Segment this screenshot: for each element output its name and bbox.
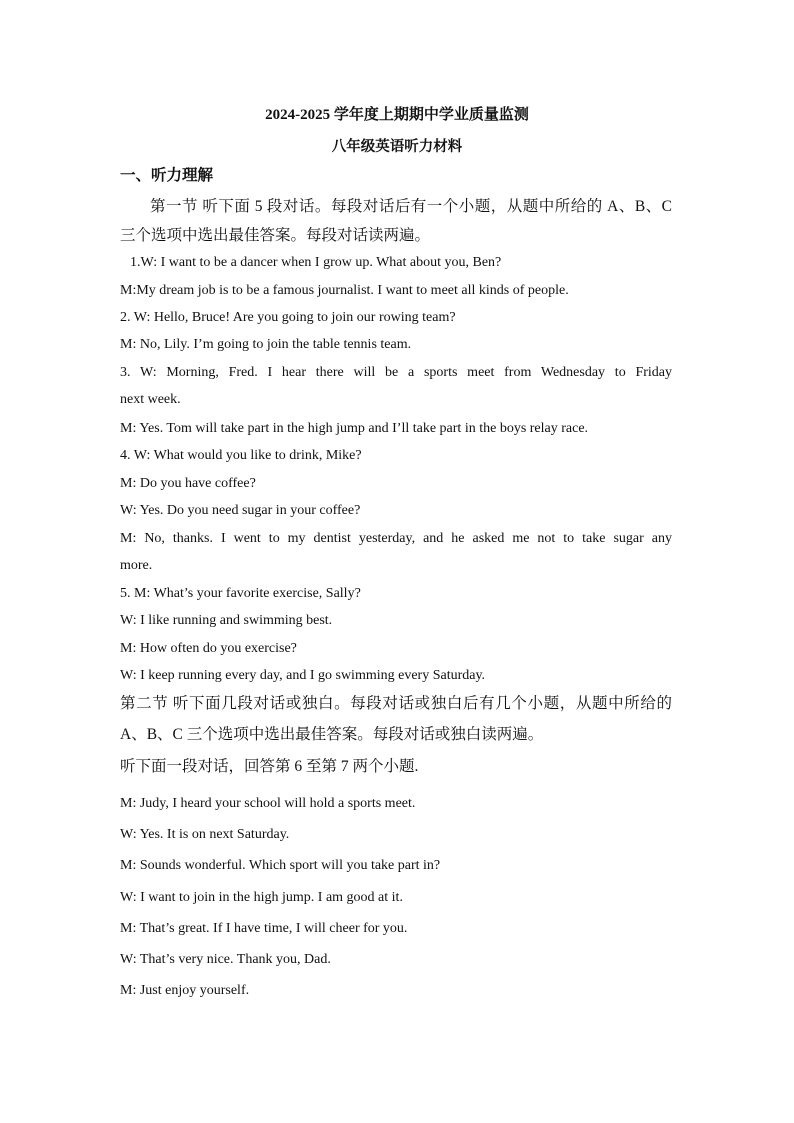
- dialogue-line: 1.W: I want to be a dancer when I grow up. What about you, Ben?: [130, 255, 502, 270]
- part2-instructions-line2: A、B、C 三个选项中选出最佳答案。每段对话或独白读两遍。: [120, 726, 544, 743]
- dialogue-line: W: I want to join in the high jump. I am good at it.: [120, 890, 403, 905]
- dialogue-line: W: I keep running every day, and I go swimming every Saturday.: [120, 668, 486, 683]
- dialogue-line: W: I like running and swimming best.: [120, 613, 333, 628]
- dialogue-line: 4. W: What would you like to drink, Mike?: [120, 448, 362, 463]
- dialogue-line: 5. M: What’s your favorite exercise, Sally?: [120, 586, 361, 601]
- dialogue-line: W: Yes. Do you need sugar in your coffee?: [120, 503, 361, 518]
- dialogue-line: W: That’s very nice. Thank you, Dad.: [120, 952, 331, 967]
- document-subtitle: 八年级英语听力材料: [331, 139, 463, 155]
- part2-question-intro: 听下面一段对话，回答第 6 至第 7 两个小题.: [120, 758, 419, 775]
- dialogue-line: 3. W: Morning, Fred. I hear there will be a sports meet from Wednesday to Friday: [120, 365, 672, 380]
- dialogue-line: M: Judy, I heard your school will hold a sports meet.: [120, 796, 416, 811]
- dialogue-line: W: Yes. It is on next Saturday.: [120, 827, 290, 842]
- dialogue-line: M: Just enjoy yourself.: [120, 983, 250, 998]
- dialogue-line: M: Do you have coffee?: [120, 476, 256, 491]
- dialogue-line: M: No, thanks. I went to my dentist yesterday, and he asked me not to take sugar any: [120, 531, 672, 546]
- part1-instructions-line2: 三个选项中选出最佳答案。每段对话读两遍。: [120, 227, 431, 244]
- dialogue-line: M: No, Lily. I’m going to join the table tennis team.: [120, 337, 412, 352]
- part2-instructions-line1: 第二节 听下面几段对话或独白。每段对话或独白后有几个小题，从题中所给的: [120, 695, 672, 712]
- dialogue-line: M: How often do you exercise?: [120, 641, 297, 656]
- dialogue-line: M: That’s great. If I have time, I will cheer for you.: [120, 921, 408, 936]
- part1-instructions-line1: 第一节 听下面 5 段对话。每段对话后有一个小题，从题中所给的 A、B、C: [150, 198, 672, 215]
- dialogue-line: M:My dream job is to be a famous journalist. I want to meet all kinds of people.: [120, 283, 569, 298]
- dialogue-line: M: Sounds wonderful. Which sport will you take part in?: [120, 858, 441, 873]
- dialogue-line: M: Yes. Tom will take part in the high jump and I’ll take part in the boys relay race.: [120, 421, 589, 436]
- dialogue-line: next week.: [120, 392, 181, 407]
- dialogue-line: more.: [120, 558, 153, 573]
- dialogue-line: 2. W: Hello, Bruce! Are you going to join our rowing team?: [120, 310, 456, 325]
- document-title: 2024-2025 学年度上期期中学业质量监测: [265, 107, 529, 123]
- section-heading: 一、听力理解: [120, 167, 214, 184]
